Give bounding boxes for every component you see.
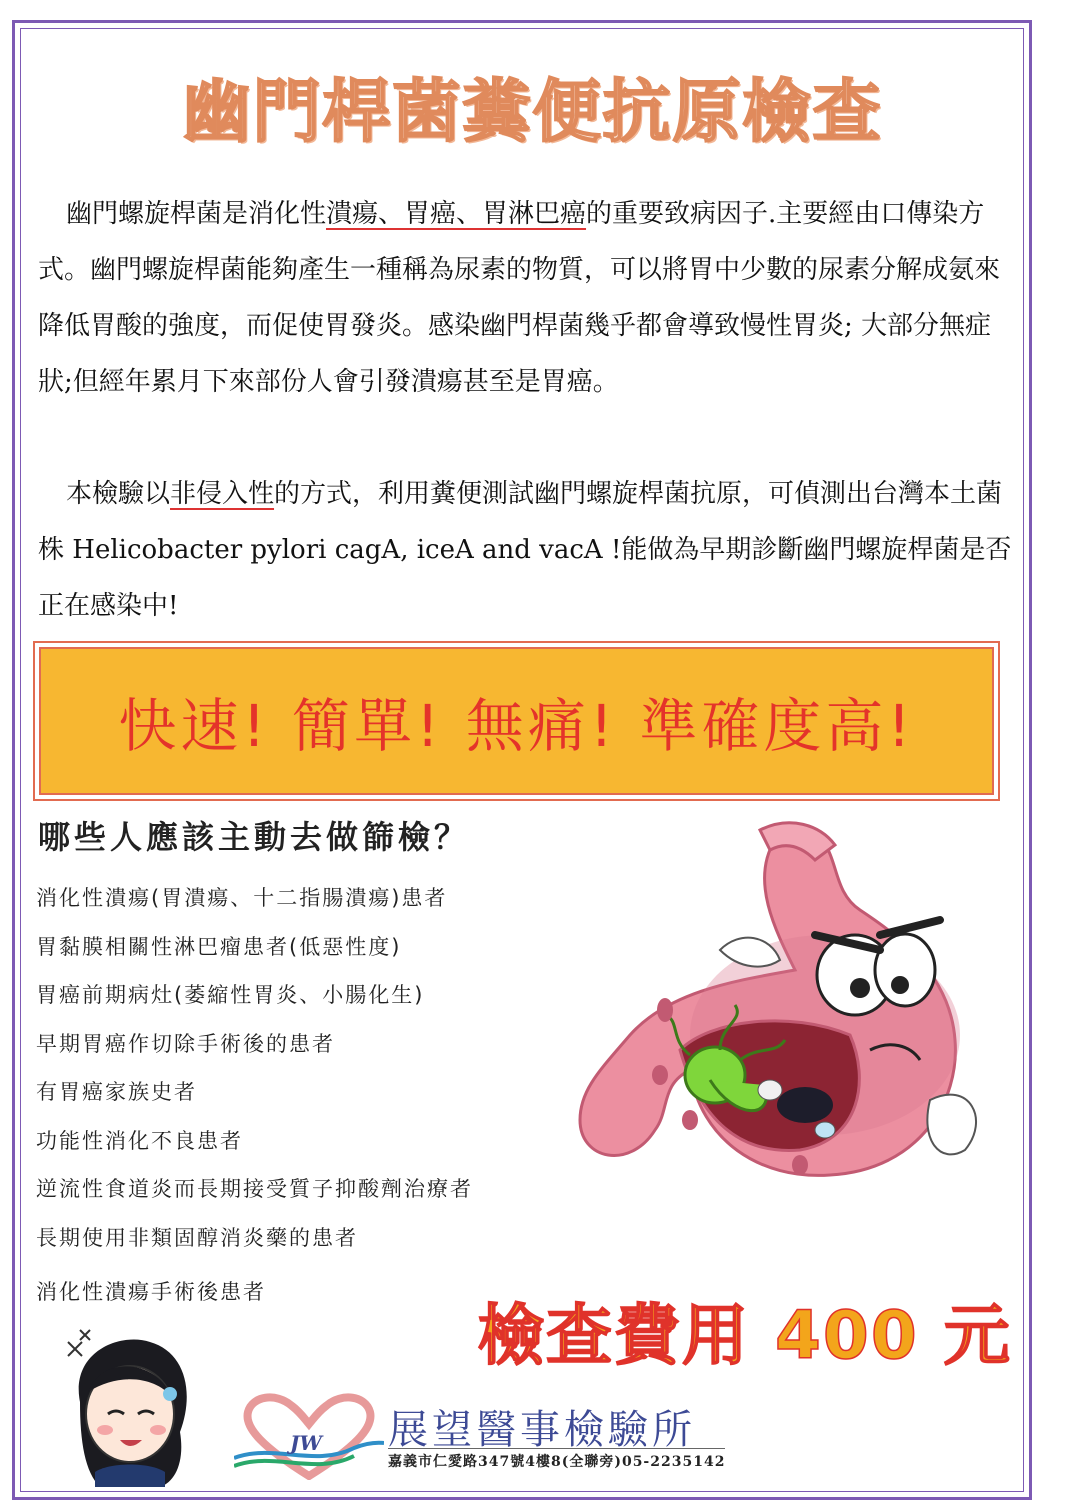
clinic-address: 嘉義市仁愛路347號4樓8(全聯旁)05-2235142 xyxy=(388,1448,725,1471)
highlight-banner-fill xyxy=(39,647,994,795)
stomach-illustration xyxy=(560,820,1000,1220)
screening-item: 早期胃癌作切除手術後的患者 xyxy=(36,1031,335,1056)
page-title: 幽門桿菌糞便抗原檢查 xyxy=(182,73,883,152)
screening-item: 消化性潰瘍手術後患者 xyxy=(36,1280,266,1304)
screening-item: 長期使用非類固醇消炎藥的患者 xyxy=(36,1225,358,1250)
screening-list xyxy=(36,876,473,1319)
intro-p2-text-b: 的方式，利用糞便測試幽門螺旋桿菌抗原，可偵測出台灣本土菌株 Helicobacter pylori cagA, iceA and vacA !能做為早期診斷幽門螺旋桿菌是否正在感染中! xyxy=(38,479,1012,621)
intro-paragraph-2 xyxy=(38,466,1013,634)
intro-p1-underlined: 潰瘍、胃癌、胃淋巴癌 xyxy=(326,199,587,229)
screening-item: 功能性消化不良患者 xyxy=(36,1128,243,1153)
screening-item: 胃癌前期病灶(萎縮性胃炎、小腸化生) xyxy=(36,983,425,1007)
intro-paragraph-1 xyxy=(38,186,1013,410)
intro-p1-text-b: 的重要致病因子.主要經由口傳染方式。幽門螺旋桿菌能夠產生一種稱為尿素的物質，可以將胃中少數的尿素分解成氨來降低胃酸的強度，而促使胃發炎。感染幽門桿菌幾乎都會導致慢性胃炎; 大部分無症狀;但經年累月下來部份人會引發潰瘍甚至是胃癌。 xyxy=(38,199,1001,397)
screening-item: 逆流性食道炎而長期接受質子抑酸劑治療者 xyxy=(36,1177,473,1201)
intro-p2-underlined: 非侵入性 xyxy=(170,479,275,509)
screening-item: 有胃癌家族史者 xyxy=(36,1080,197,1104)
highlight-banner xyxy=(33,641,1000,801)
screening-item: 胃黏膜相關性淋巴瘤患者(低惡性度) xyxy=(36,934,402,959)
highlight-banner-text: 快速! 簡單! 無痛! 準確度高! xyxy=(118,692,915,760)
intro-p2-text-a: 本檢驗以 xyxy=(66,479,171,509)
heart-logo-icon xyxy=(234,1388,384,1480)
logo-mark-text: JW xyxy=(290,1431,322,1455)
intro-p1-text-a: 幽門螺旋桿菌是消化性 xyxy=(66,199,327,229)
fee-text: 檢查費用 400 元 xyxy=(478,1297,1012,1374)
screening-item: 消化性潰瘍(胃潰瘍、十二指腸潰瘍)患者 xyxy=(36,886,448,910)
screening-title: 哪些人應該主動去做篩檢？ xyxy=(38,818,471,856)
girl-avatar-illustration xyxy=(60,1322,200,1490)
clinic-name: 展望醫事檢驗所 xyxy=(388,1407,696,1453)
